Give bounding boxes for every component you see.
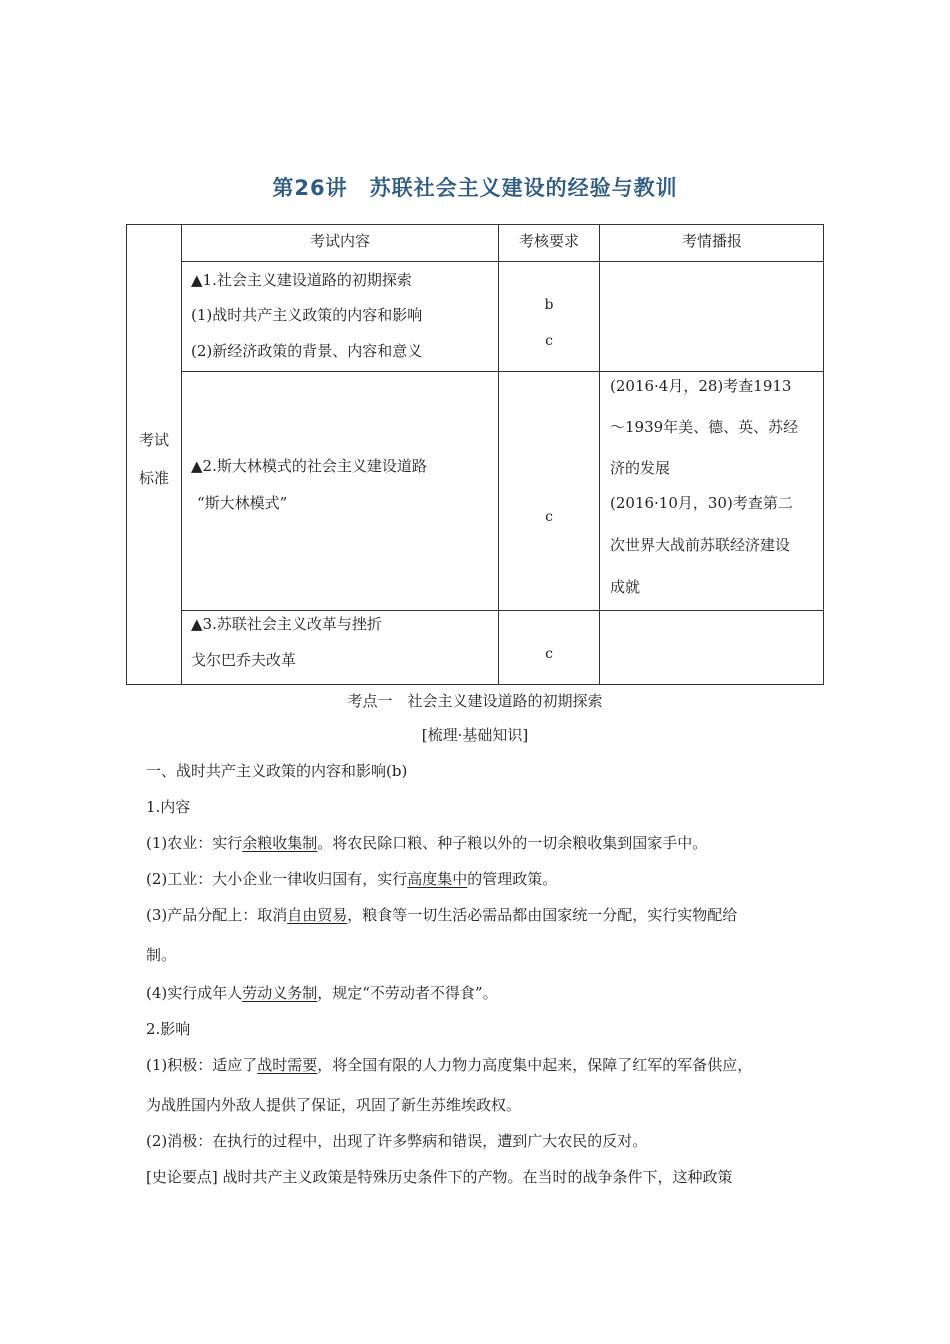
paragraph-historical-note: [史论要点] 战时共产主义政策是特殊历史条件下的产物。在当时的战争条件下，这种政策 — [146, 1168, 733, 1186]
exam-standard-table — [126, 224, 824, 685]
key-term: 战时需要 — [257, 1056, 318, 1074]
text-span: (4)实行成年人 — [146, 984, 243, 1002]
header-content: 考试内容 — [309, 232, 370, 250]
row2-news-line: (2016·10月，30)考查第二 — [610, 494, 793, 512]
paragraph-negative: (2)消极：在执行的过程中，出现了许多弊病和错误，遭到广大农民的反对。 — [146, 1132, 648, 1150]
paragraph-positive-cont: 为战胜国内外敌人提供了保证，巩固了新生苏维埃政权。 — [146, 1096, 522, 1114]
text-span: 。将农民除口粮、种子粮以外的一切余粮收集到国家手中。 — [317, 834, 708, 852]
row1-requirement: c — [545, 333, 553, 349]
key-term: 高度集中 — [407, 870, 468, 888]
key-term: 余粮收集制 — [242, 834, 318, 852]
text-span: ，规定“不劳动者不得食”。 — [317, 984, 498, 1002]
row2-news-line: 济的发展 — [610, 459, 671, 477]
row2-news-line: (2016·4月，28)考查1913 — [610, 377, 792, 395]
heading-content: 1.内容 — [146, 798, 191, 816]
header-requirement: 考核要求 — [518, 232, 579, 250]
heading-impact: 2.影响 — [146, 1020, 191, 1038]
paragraph-industry — [146, 868, 557, 889]
row2-content-line: “斯大林模式” — [197, 494, 288, 512]
paragraph-distribution — [146, 904, 737, 925]
side-label-line-2: 标准 — [138, 469, 169, 487]
row2-news-line: 次世界大战前苏联经济建设 — [610, 536, 791, 554]
row2-content-line: ▲2.斯大林模式的社会主义建设道路 — [191, 457, 427, 475]
page-title: 第26讲 苏联社会主义建设的经验与教训 — [272, 176, 678, 200]
row3-content-line: 戈尔巴乔夫改革 — [191, 651, 297, 669]
text-span: ，将全国有限的人力物力高度集中起来，保障了红军的军备供应， — [317, 1056, 753, 1074]
row1-content-line: (2)新经济政策的背景、内容和意义 — [191, 342, 423, 360]
row2-requirement: c — [545, 509, 553, 525]
section-title: 考点一 社会主义建设道路的初期探索 — [347, 692, 603, 710]
side-label-line-1: 考试 — [138, 431, 169, 449]
paragraph-agriculture — [146, 832, 707, 853]
text-span: (3)产品分配上：取消 — [146, 906, 288, 924]
text-span: (2)工业：大小企业一律收归国有，实行 — [146, 870, 408, 888]
header-news: 考情播报 — [681, 232, 742, 250]
row3-content-line: ▲3.苏联社会主义改革与挫折 — [191, 615, 382, 633]
row2-news-line: ～1939年美、德、英、苏经 — [610, 418, 799, 436]
heading-war-communism: 一、战时共产主义政策的内容和影响(b) — [146, 762, 408, 780]
key-term: 自由贸易 — [287, 906, 348, 924]
paragraph-positive — [146, 1054, 752, 1075]
row3-requirement: c — [545, 646, 553, 662]
paragraph-distribution-cont: 制。 — [146, 946, 177, 964]
row1-content-line: ▲1.社会主义建设道路的初期探索 — [191, 271, 412, 289]
paragraph-labor — [146, 982, 498, 1003]
text-span: ，粮食等一切生活必需品都由国家统一分配，实行实物配给 — [347, 906, 738, 924]
text-span: 的管理政策。 — [467, 870, 558, 888]
text-span: (1)农业：实行 — [146, 834, 243, 852]
text-span: (1)积极：适应了 — [146, 1056, 258, 1074]
side-label — [127, 421, 181, 497]
row1-content-line: (1)战时共产主义政策的内容和影响 — [191, 306, 423, 324]
row2-news-line: 成就 — [610, 578, 641, 596]
row1-requirement: b — [544, 297, 554, 313]
subsection-title: [梳理·基础知识] — [421, 726, 529, 744]
key-term: 劳动义务制 — [242, 984, 318, 1002]
